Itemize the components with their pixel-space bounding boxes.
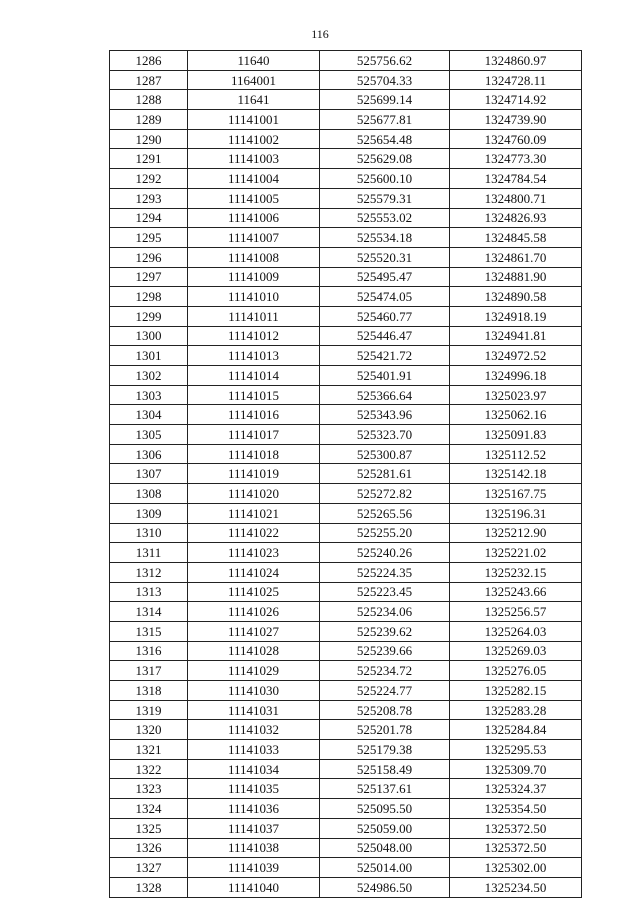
row-number-cell: 1319 [110, 700, 188, 720]
y-coordinate-cell: 1324826.93 [450, 208, 582, 228]
table-row [110, 149, 582, 169]
table-row [110, 562, 582, 582]
row-number-cell: 1307 [110, 464, 188, 484]
y-coordinate-cell: 1325196.31 [450, 503, 582, 523]
y-coordinate-cell: 1324881.90 [450, 267, 582, 287]
point-id-cell: 11141024 [188, 562, 320, 582]
x-coordinate-cell: 525158.49 [320, 759, 450, 779]
x-coordinate-cell: 525239.62 [320, 621, 450, 641]
table-row [110, 700, 582, 720]
x-coordinate-cell: 525654.48 [320, 129, 450, 149]
table-row [110, 70, 582, 90]
table-row [110, 661, 582, 681]
x-coordinate-cell: 525281.61 [320, 464, 450, 484]
row-number-cell: 1302 [110, 366, 188, 386]
point-id-cell: 11141014 [188, 366, 320, 386]
point-id-cell: 11141017 [188, 425, 320, 445]
row-number-cell: 1295 [110, 228, 188, 248]
y-coordinate-cell: 1324918.19 [450, 306, 582, 326]
table-row [110, 306, 582, 326]
point-id-cell: 11141040 [188, 877, 320, 897]
row-number-cell: 1315 [110, 621, 188, 641]
x-coordinate-cell: 525208.78 [320, 700, 450, 720]
row-number-cell: 1287 [110, 70, 188, 90]
y-coordinate-cell: 1324972.52 [450, 346, 582, 366]
table-row [110, 799, 582, 819]
x-coordinate-cell: 525095.50 [320, 799, 450, 819]
y-coordinate-cell: 1324760.09 [450, 129, 582, 149]
row-number-cell: 1289 [110, 110, 188, 130]
table-row [110, 425, 582, 445]
x-coordinate-cell: 525224.77 [320, 681, 450, 701]
x-coordinate-cell: 525239.66 [320, 641, 450, 661]
y-coordinate-cell: 1325295.53 [450, 740, 582, 760]
row-number-cell: 1291 [110, 149, 188, 169]
table-row [110, 326, 582, 346]
point-id-cell: 11141016 [188, 405, 320, 425]
point-id-cell: 11141031 [188, 700, 320, 720]
table-row [110, 582, 582, 602]
y-coordinate-cell: 1325276.05 [450, 661, 582, 681]
table-row [110, 602, 582, 622]
x-coordinate-cell: 525401.91 [320, 366, 450, 386]
x-coordinate-cell: 525240.26 [320, 543, 450, 563]
table-row [110, 51, 582, 71]
x-coordinate-cell: 525223.45 [320, 582, 450, 602]
table-row [110, 366, 582, 386]
point-id-cell: 11141002 [188, 129, 320, 149]
point-id-cell: 11141009 [188, 267, 320, 287]
x-coordinate-cell: 525579.31 [320, 188, 450, 208]
x-coordinate-cell: 525179.38 [320, 740, 450, 760]
x-coordinate-cell: 525300.87 [320, 444, 450, 464]
row-number-cell: 1326 [110, 838, 188, 858]
y-coordinate-cell: 1324714.92 [450, 90, 582, 110]
point-id-cell: 11141033 [188, 740, 320, 760]
table-row [110, 405, 582, 425]
row-number-cell: 1288 [110, 90, 188, 110]
point-id-cell: 11141037 [188, 818, 320, 838]
x-coordinate-cell: 525048.00 [320, 838, 450, 858]
row-number-cell: 1301 [110, 346, 188, 366]
x-coordinate-cell: 525234.72 [320, 661, 450, 681]
point-id-cell: 11141007 [188, 228, 320, 248]
row-number-cell: 1322 [110, 759, 188, 779]
row-number-cell: 1310 [110, 523, 188, 543]
row-number-cell: 1306 [110, 444, 188, 464]
table-row [110, 621, 582, 641]
x-coordinate-cell: 524986.50 [320, 877, 450, 897]
point-id-cell: 11141038 [188, 838, 320, 858]
y-coordinate-cell: 1325269.03 [450, 641, 582, 661]
y-coordinate-cell: 1324845.58 [450, 228, 582, 248]
x-coordinate-cell: 525323.70 [320, 425, 450, 445]
y-coordinate-cell: 1325282.15 [450, 681, 582, 701]
point-id-cell: 11141005 [188, 188, 320, 208]
row-number-cell: 1290 [110, 129, 188, 149]
table-row [110, 740, 582, 760]
point-id-cell: 11141019 [188, 464, 320, 484]
row-number-cell: 1303 [110, 385, 188, 405]
table-row [110, 523, 582, 543]
point-id-cell: 11141006 [188, 208, 320, 228]
table-row [110, 208, 582, 228]
row-number-cell: 1299 [110, 306, 188, 326]
point-id-cell: 11141012 [188, 326, 320, 346]
row-number-cell: 1311 [110, 543, 188, 563]
point-id-cell: 11141022 [188, 523, 320, 543]
point-id-cell: 1164001 [188, 70, 320, 90]
row-number-cell: 1309 [110, 503, 188, 523]
y-coordinate-cell: 1325232.15 [450, 562, 582, 582]
x-coordinate-cell: 525224.35 [320, 562, 450, 582]
row-number-cell: 1286 [110, 51, 188, 71]
y-coordinate-cell: 1325256.57 [450, 602, 582, 622]
y-coordinate-cell: 1325212.90 [450, 523, 582, 543]
point-id-cell: 11141011 [188, 306, 320, 326]
x-coordinate-cell: 525553.02 [320, 208, 450, 228]
y-coordinate-cell: 1325142.18 [450, 464, 582, 484]
y-coordinate-cell: 1325023.97 [450, 385, 582, 405]
x-coordinate-cell: 525059.00 [320, 818, 450, 838]
y-coordinate-cell: 1325221.02 [450, 543, 582, 563]
row-number-cell: 1316 [110, 641, 188, 661]
x-coordinate-cell: 525201.78 [320, 720, 450, 740]
y-coordinate-cell: 1325372.50 [450, 818, 582, 838]
row-number-cell: 1293 [110, 188, 188, 208]
coordinates-table-body [110, 51, 582, 898]
y-coordinate-cell: 1325243.66 [450, 582, 582, 602]
y-coordinate-cell: 1325264.03 [450, 621, 582, 641]
row-number-cell: 1305 [110, 425, 188, 445]
y-coordinate-cell: 1324728.11 [450, 70, 582, 90]
point-id-cell: 11141010 [188, 287, 320, 307]
y-coordinate-cell: 1325167.75 [450, 484, 582, 504]
y-coordinate-cell: 1324941.81 [450, 326, 582, 346]
row-number-cell: 1313 [110, 582, 188, 602]
x-coordinate-cell: 525474.05 [320, 287, 450, 307]
table-row [110, 759, 582, 779]
table-row [110, 484, 582, 504]
point-id-cell: 11141023 [188, 543, 320, 563]
y-coordinate-cell: 1324784.54 [450, 169, 582, 189]
x-coordinate-cell: 525460.77 [320, 306, 450, 326]
y-coordinate-cell: 1324860.97 [450, 51, 582, 71]
y-coordinate-cell: 1324800.71 [450, 188, 582, 208]
table-row [110, 858, 582, 878]
table-row [110, 543, 582, 563]
x-coordinate-cell: 525272.82 [320, 484, 450, 504]
table-row [110, 503, 582, 523]
row-number-cell: 1323 [110, 779, 188, 799]
y-coordinate-cell: 1325112.52 [450, 444, 582, 464]
point-id-cell: 11141018 [188, 444, 320, 464]
point-id-cell: 11141039 [188, 858, 320, 878]
table-row [110, 169, 582, 189]
row-number-cell: 1325 [110, 818, 188, 838]
x-coordinate-cell: 525699.14 [320, 90, 450, 110]
table-row [110, 720, 582, 740]
point-id-cell: 11641 [188, 90, 320, 110]
x-coordinate-cell: 525446.47 [320, 326, 450, 346]
point-id-cell: 11141026 [188, 602, 320, 622]
x-coordinate-cell: 525137.61 [320, 779, 450, 799]
y-coordinate-cell: 1325091.83 [450, 425, 582, 445]
x-coordinate-cell: 525343.96 [320, 405, 450, 425]
table-row [110, 110, 582, 130]
table-row [110, 779, 582, 799]
y-coordinate-cell: 1325284.84 [450, 720, 582, 740]
row-number-cell: 1298 [110, 287, 188, 307]
y-coordinate-cell: 1325309.70 [450, 759, 582, 779]
x-coordinate-cell: 525704.33 [320, 70, 450, 90]
table-row [110, 818, 582, 838]
table-row [110, 129, 582, 149]
x-coordinate-cell: 525421.72 [320, 346, 450, 366]
x-coordinate-cell: 525234.06 [320, 602, 450, 622]
page-number: 116 [311, 27, 329, 41]
x-coordinate-cell: 525756.62 [320, 51, 450, 71]
row-number-cell: 1328 [110, 877, 188, 897]
table-row [110, 444, 582, 464]
row-number-cell: 1308 [110, 484, 188, 504]
x-coordinate-cell: 525495.47 [320, 267, 450, 287]
row-number-cell: 1297 [110, 267, 188, 287]
point-id-cell: 11141025 [188, 582, 320, 602]
row-number-cell: 1320 [110, 720, 188, 740]
table-row [110, 877, 582, 897]
table-row [110, 385, 582, 405]
table-row [110, 247, 582, 267]
table-row [110, 641, 582, 661]
x-coordinate-cell: 525520.31 [320, 247, 450, 267]
point-id-cell: 11141001 [188, 110, 320, 130]
table-row [110, 464, 582, 484]
y-coordinate-cell: 1324861.70 [450, 247, 582, 267]
x-coordinate-cell: 525014.00 [320, 858, 450, 878]
coordinates-table [109, 50, 582, 898]
table-row [110, 90, 582, 110]
x-coordinate-cell: 525265.56 [320, 503, 450, 523]
row-number-cell: 1304 [110, 405, 188, 425]
x-coordinate-cell: 525629.08 [320, 149, 450, 169]
point-id-cell: 11640 [188, 51, 320, 71]
point-id-cell: 11141034 [188, 759, 320, 779]
row-number-cell: 1327 [110, 858, 188, 878]
point-id-cell: 11141013 [188, 346, 320, 366]
y-coordinate-cell: 1324890.58 [450, 287, 582, 307]
x-coordinate-cell: 525600.10 [320, 169, 450, 189]
y-coordinate-cell: 1325372.50 [450, 838, 582, 858]
x-coordinate-cell: 525677.81 [320, 110, 450, 130]
x-coordinate-cell: 525366.64 [320, 385, 450, 405]
table-row [110, 267, 582, 287]
point-id-cell: 11141036 [188, 799, 320, 819]
y-coordinate-cell: 1325324.37 [450, 779, 582, 799]
row-number-cell: 1292 [110, 169, 188, 189]
y-coordinate-cell: 1325354.50 [450, 799, 582, 819]
point-id-cell: 11141004 [188, 169, 320, 189]
point-id-cell: 11141035 [188, 779, 320, 799]
table-row [110, 287, 582, 307]
row-number-cell: 1321 [110, 740, 188, 760]
row-number-cell: 1314 [110, 602, 188, 622]
row-number-cell: 1312 [110, 562, 188, 582]
row-number-cell: 1294 [110, 208, 188, 228]
point-id-cell: 11141027 [188, 621, 320, 641]
y-coordinate-cell: 1324773.30 [450, 149, 582, 169]
point-id-cell: 11141003 [188, 149, 320, 169]
point-id-cell: 11141008 [188, 247, 320, 267]
x-coordinate-cell: 525534.18 [320, 228, 450, 248]
table-row [110, 681, 582, 701]
point-id-cell: 11141015 [188, 385, 320, 405]
table-row [110, 838, 582, 858]
point-id-cell: 11141029 [188, 661, 320, 681]
point-id-cell: 11141032 [188, 720, 320, 740]
y-coordinate-cell: 1324739.90 [450, 110, 582, 130]
y-coordinate-cell: 1325234.50 [450, 877, 582, 897]
y-coordinate-cell: 1325062.16 [450, 405, 582, 425]
x-coordinate-cell: 525255.20 [320, 523, 450, 543]
table-row [110, 228, 582, 248]
y-coordinate-cell: 1325283.28 [450, 700, 582, 720]
point-id-cell: 11141021 [188, 503, 320, 523]
point-id-cell: 11141028 [188, 641, 320, 661]
table-row [110, 188, 582, 208]
row-number-cell: 1324 [110, 799, 188, 819]
y-coordinate-cell: 1325302.00 [450, 858, 582, 878]
y-coordinate-cell: 1324996.18 [450, 366, 582, 386]
row-number-cell: 1317 [110, 661, 188, 681]
row-number-cell: 1318 [110, 681, 188, 701]
row-number-cell: 1296 [110, 247, 188, 267]
point-id-cell: 11141020 [188, 484, 320, 504]
table-row [110, 346, 582, 366]
point-id-cell: 11141030 [188, 681, 320, 701]
row-number-cell: 1300 [110, 326, 188, 346]
